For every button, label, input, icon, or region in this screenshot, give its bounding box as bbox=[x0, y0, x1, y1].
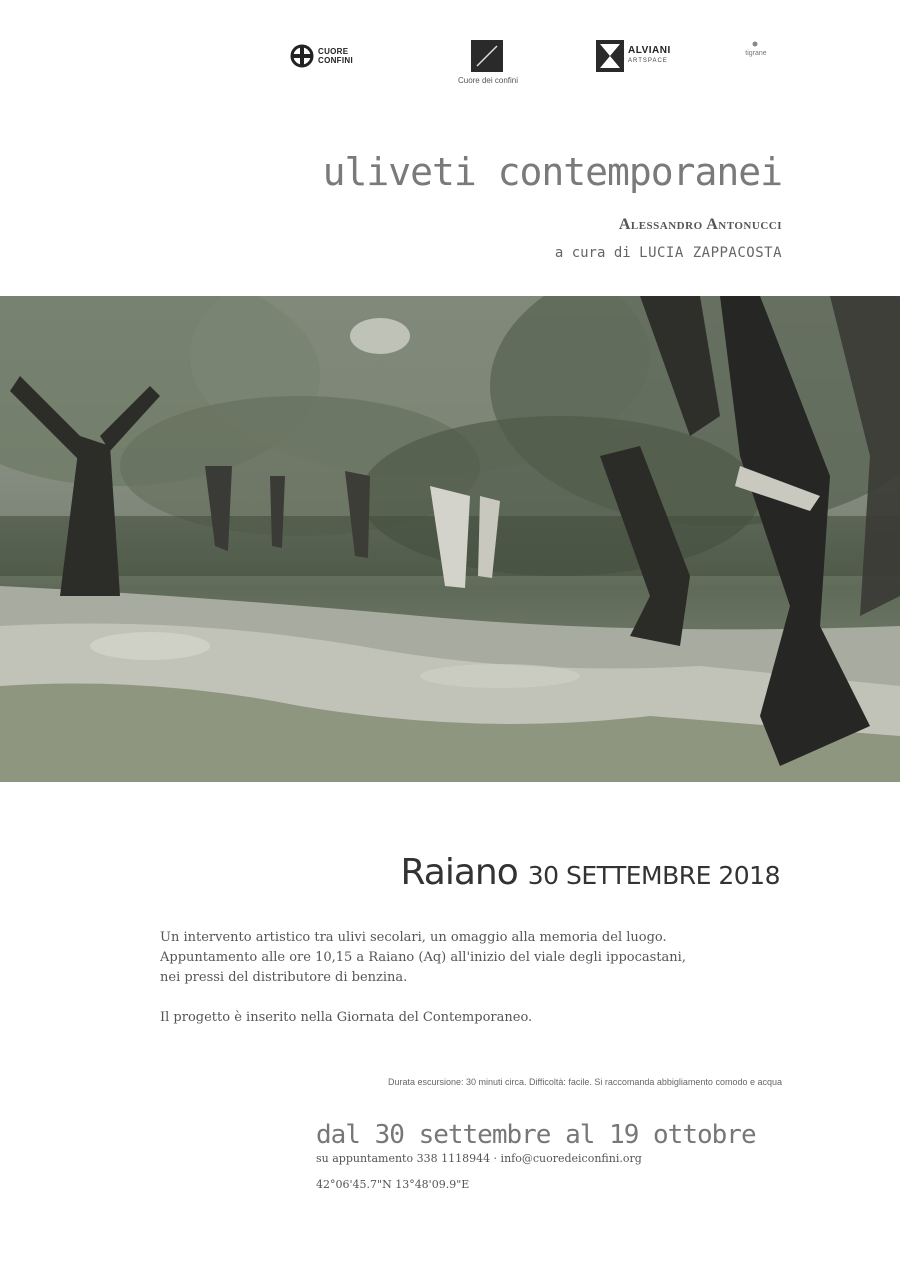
curator-prefix: a cura di bbox=[554, 245, 631, 261]
event-date: 30 SETTEMBRE 2018 bbox=[527, 861, 780, 890]
logo3-sub: ARTSPACE bbox=[628, 58, 668, 64]
description-line-4: Il progetto è inserito nella Giornata del Contemporaneo. bbox=[160, 1010, 533, 1025]
cuore-dei-confini-logo bbox=[438, 40, 538, 90]
poster-title: uliveti contemporanei bbox=[322, 150, 782, 194]
excursion-note: Durata escursione: 30 minuti circa. Difficoltà: facile. Si raccomanda abbigliamento comodo e acqua bbox=[387, 1077, 782, 1087]
olive-grove-photo bbox=[0, 296, 900, 782]
event-coordinates: 42°06'45.7"N 13°48'09.9"E bbox=[316, 1178, 470, 1191]
logo1-line1: CUORE bbox=[318, 47, 349, 56]
place-date-line bbox=[401, 852, 780, 893]
curator-name: LUCIA ZAPPACOSTA bbox=[639, 245, 782, 261]
logo3-name: ALVIANI bbox=[628, 45, 671, 56]
event-place: Raiano bbox=[400, 852, 518, 893]
logo2-caption: Cuore dei confini bbox=[457, 76, 519, 85]
description-line-2: Appuntamento alle ore 10,15 a Raiano (Aq) all'inizio del viale degli ippocastani, bbox=[160, 950, 686, 965]
square-mark-icon bbox=[471, 40, 503, 72]
alviani-artspace-logo bbox=[596, 40, 686, 74]
event-period: dal 30 settembre al 19 ottobre bbox=[316, 1120, 756, 1150]
description-line-3: nei pressi del distributore di benzina. bbox=[160, 970, 408, 985]
tigrane-logo bbox=[728, 40, 784, 70]
curator-line bbox=[555, 245, 782, 261]
cuore-confini-logo bbox=[290, 42, 380, 72]
logo1-line2: CONFINI bbox=[318, 56, 353, 65]
event-description bbox=[160, 928, 800, 1028]
event-contacts: su appuntamento 338 1118944 · info@cuoredeiconfini.org bbox=[316, 1152, 642, 1165]
artist-name: Alessandro Antonucci bbox=[618, 216, 782, 233]
description-line-1: Un intervento artistico tra ulivi secolari, un omaggio alla memoria del luogo. bbox=[160, 930, 667, 945]
cuore-confini-logo-icon bbox=[290, 44, 314, 68]
logo4-caption: tigrane bbox=[745, 50, 767, 57]
alviani-mark-icon bbox=[596, 40, 624, 72]
